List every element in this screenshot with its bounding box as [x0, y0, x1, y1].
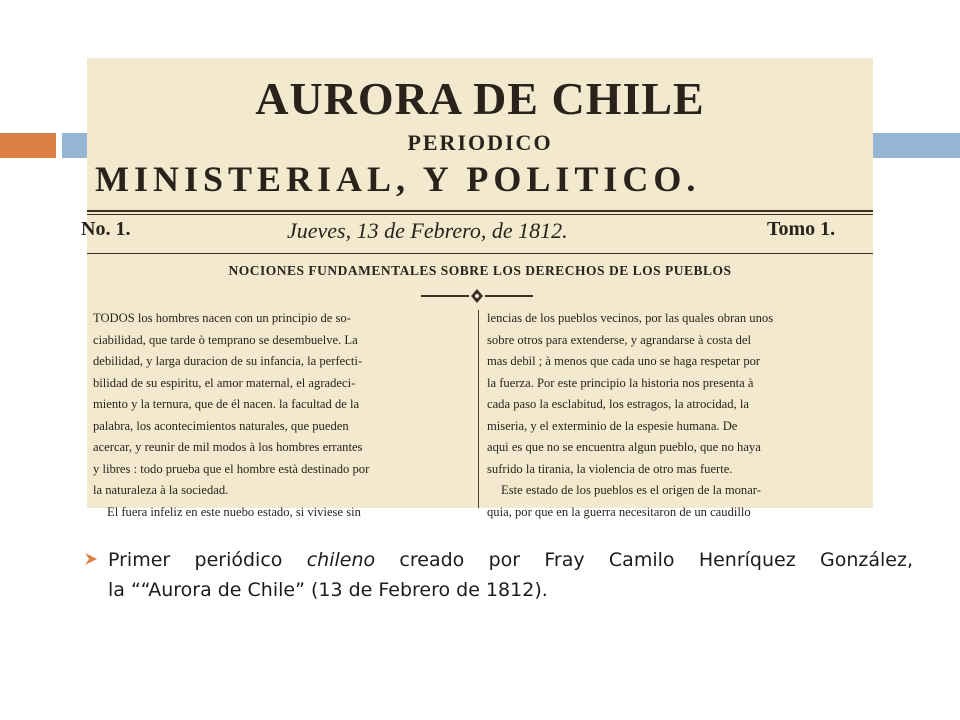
column-line: sufrido la tirania, la violencia de otro mas fuerte.: [487, 461, 733, 476]
column-line: aqui es que no se encuentra algun pueblo, que no haya: [487, 440, 761, 454]
column-line: palabra, los acontecimientos naturales, que pueden: [93, 418, 349, 433]
column-line: acercar, y reunir de mil modos à los hombres errantes: [93, 440, 363, 454]
column-line: lencias de los pueblos vecinos, por las quales obran unos: [487, 311, 774, 325]
issue-number: No. 1.: [81, 218, 131, 240]
section-heading: NOCIONES FUNDAMENTALES SOBRE LOS DERECHOS DE LOS PUEBLOS: [228, 263, 732, 278]
divider: [87, 253, 873, 254]
article-column-right: [487, 308, 867, 519]
column-line: mas debil ; à menos que cada uno se haga respetar por: [487, 354, 761, 368]
column-line: la naturaleza à la sociedad.: [93, 483, 229, 497]
divider: [87, 210, 873, 212]
column-line: sobre otros para extenderse, y agrandarse à costa del: [487, 332, 752, 347]
column-line: la fuerza. Por este principio la historia nos presenta à: [487, 375, 754, 390]
article-column-left: [93, 308, 473, 519]
column-line: y libres : todo prueba que el hombre està destinado por: [93, 461, 370, 476]
caption-segment: creado por Fray Camilo Henríquez González,: [375, 549, 913, 571]
column-line: miseria, y el exterminio de la espesie humana. De: [487, 418, 738, 433]
caption-segment: Primer periódico: [108, 549, 307, 571]
column-line: TODOS los hombres nacen con un principio de so-: [93, 311, 351, 325]
column-line: quia, por que en la guerra necesitaron de un caudillo: [487, 504, 751, 519]
column-line: debilidad, y larga duracion de su infancia, la perfecti-: [93, 354, 363, 368]
issue-date: Jueves, 13 de Febrero, de 1812.: [287, 218, 568, 243]
issue-volume: Tomo 1.: [767, 218, 836, 240]
caption-line-2: la ““Aurora de Chile” (13 de Febrero de 1812).: [108, 579, 548, 601]
accent-block: [0, 133, 56, 158]
newspaper-image: [81, 58, 873, 519]
newspaper-title: AURORA DE CHILE: [255, 73, 705, 124]
newspaper-subtitle: PERIODICO: [407, 130, 553, 155]
dateline: [81, 218, 873, 248]
arrow-bullet-icon: [84, 552, 98, 566]
column-line: cada paso la esclabitud, los estragos, la atrocidad, la: [487, 397, 749, 411]
caption-text: [108, 545, 913, 605]
column-line: miento y la ternura, que de él nacen. la facultad de la: [93, 397, 360, 411]
caption-emphasis: chileno: [306, 549, 376, 571]
column-line: El fuera infeliz en este nuebo estado, si viviese sin: [107, 504, 361, 519]
divider: [87, 214, 873, 215]
caption-line-1: [108, 545, 913, 575]
newspaper-tagline: MINISTERIAL, Y POLITICO.: [95, 159, 701, 199]
column-divider: [478, 310, 479, 508]
column-line: ciabilidad, que tarde ò temprano se desembuelve. La: [93, 332, 358, 347]
ornament-icon: [417, 286, 537, 306]
column-line: bilidad de su espiritu, el amor maternal, el agradeci-: [93, 375, 356, 390]
column-line: Este estado de los pueblos es el origen de la monar-: [501, 483, 761, 497]
